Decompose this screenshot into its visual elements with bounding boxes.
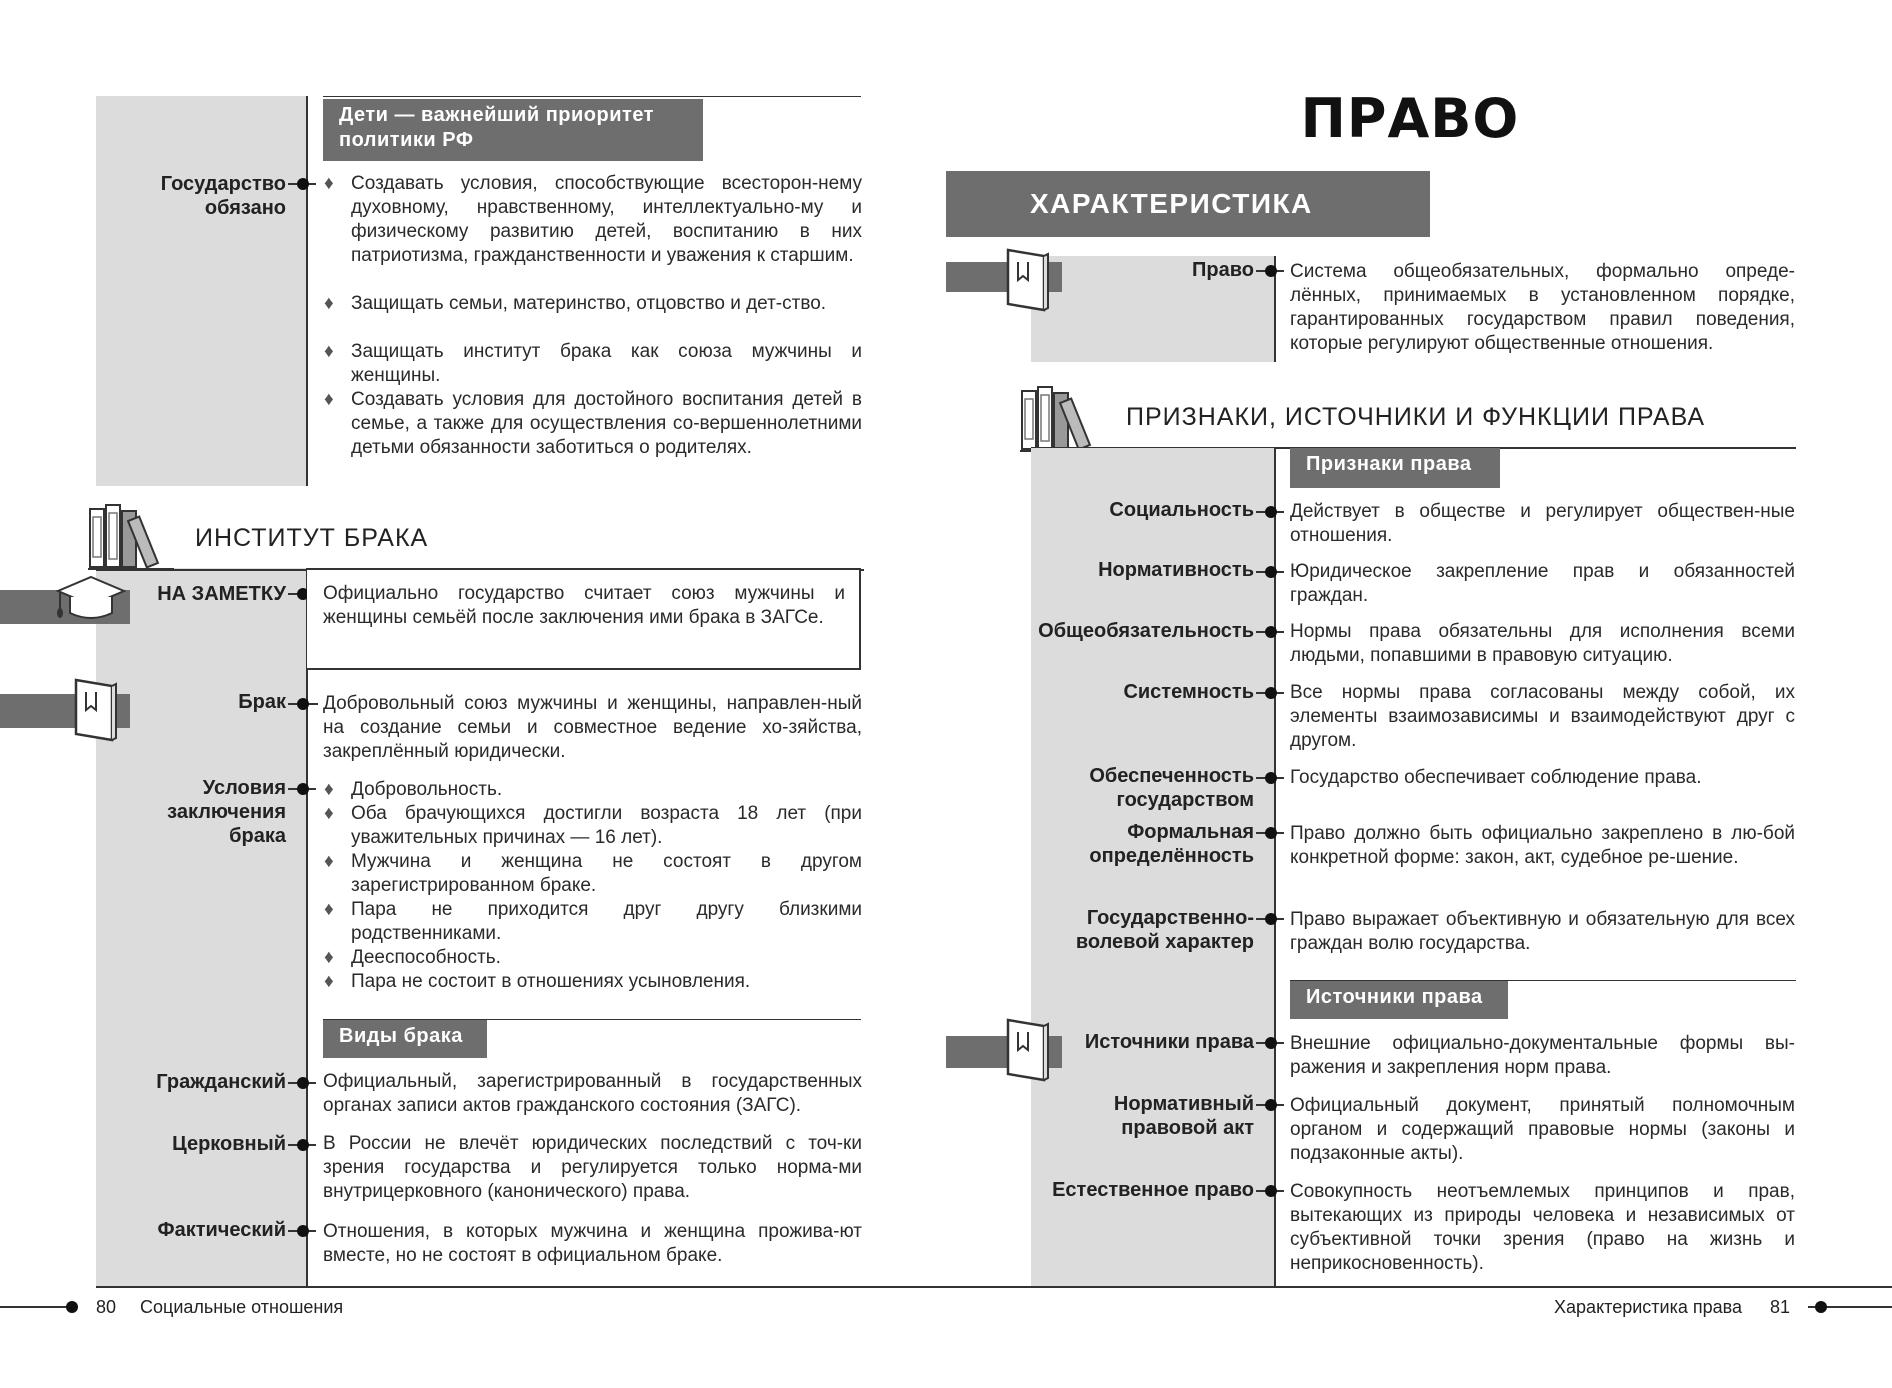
book-icon [1004,1016,1052,1084]
diamond-bullet-icon: ♦ [324,779,334,800]
characteristics-header: ХАРАКТЕРИСТИКА [946,171,1430,237]
pravo-label: Право [1192,259,1254,281]
brak-label: Брак [238,691,286,713]
left-footer-dot [66,1301,78,1313]
source-label: Нормативный правовой акт [1113,1093,1254,1139]
list-item: Добровольность. [351,779,503,800]
state-dot [297,178,309,190]
list-item: Оба брачующихся достигли возраста 18 лет (при уважительных причинах — 16 лет). [351,803,862,848]
sign-label: Социальность [1109,499,1254,521]
children-priority-header: Дети — важнейший приоритет политики РФ [323,99,703,161]
sign-label: Системность [1123,681,1254,703]
left-page-number: 80 [96,1297,117,1317]
sign-text: Право должно быть официально закреплено в лю-бой конкретной форме: закон, акт, судебное ре-шение. [1290,823,1795,868]
note-text: Официально государство считает союз мужчины и женщины семьёй после заключения ими брака в ЗАГСе. [323,583,845,628]
book-icon [1004,246,1052,314]
sign-label: Общеобязательность [1038,620,1254,642]
list-item: Защищать институт брака как союза мужчины и женщины. [351,341,862,386]
brak-text: Добровольный союз мужчины и женщины, направлен-ный на создание семьи и совместное ведение хо-зяйства, закреплённый юридически. [323,693,862,762]
type-label: Гражданский [156,1071,286,1093]
sign-dot [1265,566,1277,578]
list-item: Мужчина и женщина не состоят в другом зарегистрированном браке. [351,851,862,896]
left-bottom-divider [306,568,308,1286]
marriage-section-title: ИНСТИТУТ БРАКА [195,524,429,552]
right-footer-title: Характеристика права [1554,1297,1742,1317]
list-item: Дееспособность. [351,947,501,968]
left-top-rule [323,96,861,97]
type-text: В России не влечёт юридических последствий с точ-ки зрения государства и регулируется только норма-ми внутрицерковного (канонического) права. [323,1133,862,1202]
sign-dot [1265,506,1277,518]
left-footer-connector [0,1306,76,1308]
sign-text: Право выражает объективную и обязательную для всех граждан волю государства. [1290,909,1795,954]
sign-dot [1265,687,1277,699]
type-text: Отношения, в которых мужчина и женщина прожива-ют вместе, но не состоят в официальном браке. [323,1221,862,1266]
type-dot [297,1077,309,1089]
type-dot [297,1139,309,1151]
list-item: Защищать семьи, материнство, отцовство и дет-ство. [351,293,827,314]
diamond-bullet-icon: ♦ [324,803,334,824]
sign-text: Все нормы права согласованы между собой, их элементы взаимозависимы и взаимодействуют друг с другом. [1290,682,1795,751]
source-label: Естественное право [1052,1179,1254,1201]
diamond-bullet-icon: ♦ [324,899,334,920]
source-text: Совокупность неотъемлемых принципов и прав, вытекающих из природы человека и независимых от субъективной точки зрения (право на жизнь и неприкосновенность). [1290,1181,1795,1274]
sign-label: Обеспеченность государством [1089,765,1254,811]
diamond-bullet-icon: ♦ [324,293,334,314]
note-label: НА ЗАМЕТКУ [157,583,286,605]
type-label: Церковный [172,1133,286,1155]
sign-dot [1265,626,1277,638]
source-dot [1265,1037,1277,1049]
left-footer-title: Социальные отношения [140,1297,344,1317]
left-top-band [96,96,307,486]
diamond-bullet-icon: ♦ [324,971,334,992]
list-item: Пара не состоит в отношениях усыновления. [351,971,751,992]
source-dot [1265,1099,1277,1111]
graduation-cap-icon [56,575,126,623]
diamond-bullet-icon: ♦ [324,947,334,968]
sign-text: Нормы права обязательны для исполнения всеми людьми, попавшими в правовую ситуацию. [1290,621,1795,666]
sign-label: Государственно-волевой характер [1075,907,1254,953]
source-text: Официальный документ, принятый полномочным органом и содержащий правовые нормы (законы и подзаконные акты). [1290,1095,1795,1164]
right-bottom-rule [948,1286,1892,1288]
source-text: Внешние официально-документальные формы вы-ражения и закрепления норм права. [1290,1033,1795,1078]
left-bottom-band [96,568,307,1286]
list-item: Создавать условия для достойного воспитания детей в семье, а также для осуществления со-вершеннолетними детьми обязанности заботиться о родителях. [351,389,862,458]
page-title: ПРАВО [1300,87,1520,150]
types-header: Виды брака [323,1020,487,1058]
right-footer-dot [1815,1301,1827,1313]
state-label: Государство обязано [160,173,286,219]
sign-dot [1265,827,1277,839]
left-bottom-rule [96,1286,948,1288]
list-item: Создавать условия, способствующие всесторон-нему духовному, нравственному, интеллектуально-му и физическому развитию детей, воспитанию в них патриотизма, гражданственности и уважения к старшим. [351,173,862,266]
type-text: Официальный, зарегистрированный в государственных органах записи актов гражданского состояния (ЗАГС). [323,1071,862,1116]
pravo-text: Система общеобязательных, формально опреде-лённых, принимаемых в установленном порядке, гарантированных государством правил поведения, которые регулируют общественные отношения. [1290,261,1795,354]
sign-text: Юридическое закрепление прав и обязанностей граждан. [1290,561,1795,606]
sign-label: Формальная определённость [1089,821,1254,867]
type-label: Фактический [157,1219,286,1241]
signs-section-title: ПРИЗНАКИ, ИСТОЧНИКИ И ФУНКЦИИ ПРАВА [1126,403,1706,431]
books-icon [88,503,174,571]
books-icon [1020,385,1106,453]
brak-dot [297,698,309,710]
type-dot [297,1225,309,1237]
sign-text: Государство обеспечивает соблюдение права. [1290,767,1702,788]
book-icon [72,676,120,744]
list-item: Пара не приходится друг другу близкими родственниками. [351,899,862,944]
diamond-bullet-icon: ♦ [324,341,334,362]
source-dot [1265,1185,1277,1197]
sign-dot [1265,772,1277,784]
diamond-bullet-icon: ♦ [324,851,334,872]
signs-header: Признаки права [1290,448,1500,488]
diamond-bullet-icon: ♦ [324,389,334,410]
sources-header: Источники права [1290,981,1508,1019]
sign-text: Действует в обществе и регулирует обществен-ные отношения. [1290,501,1795,546]
conditions-dot [297,783,309,795]
diamond-bullet-icon: ♦ [324,173,334,194]
sign-dot [1265,913,1277,925]
right-page-number: 81 [1770,1297,1791,1317]
left-top-divider [306,96,308,486]
conditions-label: Условия заключения брака [167,777,286,847]
sign-label: Нормативность [1098,559,1254,581]
pravo-dot [1265,265,1277,277]
source-label: Источники права [1084,1031,1254,1053]
